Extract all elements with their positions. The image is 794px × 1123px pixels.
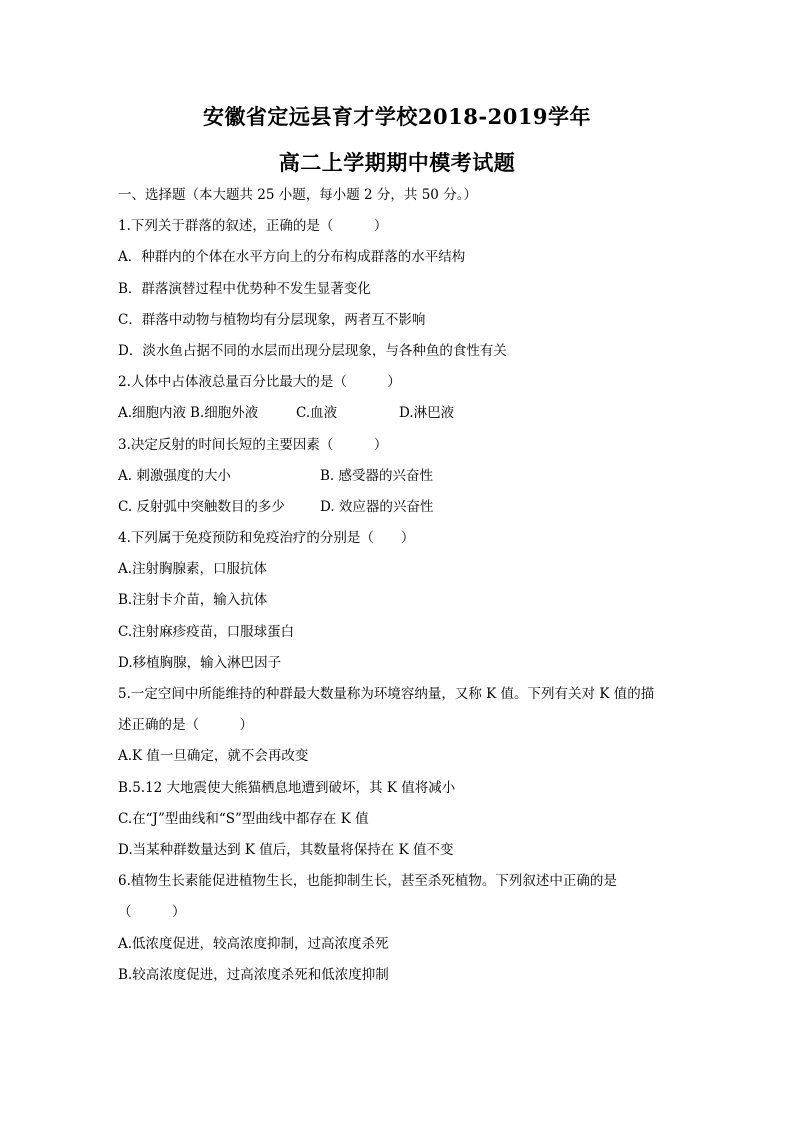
question-stem: 5.一定空间中所能维持的种群最大数量称为环境容纳量，又称 K 值。下列有关对 K 值的描 [118, 686, 655, 702]
option-c: C. 反射弧中突触数目的多少 [118, 498, 285, 515]
question-1 [118, 211, 678, 367]
option-c: C．群落中动物与植物均有分层现象，两者互不影响 [118, 311, 426, 328]
option-c: C.在“J”型曲线和“S”型曲线中都存在 K 值 [118, 810, 369, 827]
document-title: 安徽省定远县育才学校2018-2019学年 [202, 104, 592, 129]
option-a: A．种群内的个体在水平方向上的分布构成群落的水平结构 [118, 249, 466, 266]
option-d: D.当某种群数量达到 K 值后，其数量将保持在 K 值不变 [118, 841, 454, 858]
question-stem: 2.人体中占体液总量百分比最大的是（ ） [118, 374, 401, 391]
question-stem: 1.下列关于群落的叙述，正确的是（ ） [118, 218, 388, 235]
option-d: D. 效应器的兴奋性 [320, 498, 434, 515]
option-d: D．淡水鱼占据不同的水层而出现分层现象，与各种鱼的食性有关 [118, 342, 507, 359]
option-d: D.淋巴液 [399, 405, 455, 422]
option-b: B.较高浓度促进，过高浓度杀死和低浓度抑制 [118, 966, 389, 983]
option-row [118, 461, 678, 492]
option-d: D.移植胸腺，输入淋巴因子 [118, 654, 282, 671]
option-a: A. 刺激强度的大小 [118, 467, 231, 484]
question-stem-continued: 述正确的是（ ） [118, 717, 253, 734]
option-a: A.注射胸腺素，口服抗体 [118, 561, 268, 578]
option-c: C.血液 [296, 405, 338, 422]
option-a: A.细胞内液 [118, 405, 187, 422]
option-b: B. 感受器的兴奋性 [320, 467, 434, 484]
section-heading: 一、选择题（本大题共 25 小题，每小题 2 分，共 50 分。） [118, 187, 477, 203]
option-a: A.K 值一旦确定，就不会再改变 [118, 748, 309, 765]
option-row [118, 492, 678, 523]
question-2 [118, 367, 678, 429]
question-stem: 6.植物生长素能促进植物生长，也能抑制生长，甚至杀死植物。下列叙述中正确的是 [118, 873, 617, 890]
option-a: A.低浓度促进，较高浓度抑制，过高浓度杀死 [118, 935, 389, 952]
option-b: B．群落演替过程中优势种不发生显著变化 [118, 280, 371, 297]
question-stem: 3.决定反射的时间长短的主要因素（ ） [118, 436, 388, 453]
option-b: B.注射卡介苗，输入抗体 [118, 592, 268, 609]
option-row [118, 398, 678, 429]
question-4 [118, 523, 678, 679]
option-c: C.注射麻疹疫苗，口服球蛋白 [118, 623, 295, 640]
question-5 [118, 679, 678, 866]
option-b: B.5.12 大地震使大熊猫栖息地遭到破坏，其 K 值将减小 [118, 779, 456, 796]
question-3 [118, 430, 678, 524]
question-stem: 4.下列属于免疫预防和免疫治疗的分别是（ ） [118, 530, 415, 547]
document-subtitle: 高二上学期期中模考试题 [278, 150, 516, 175]
question-stem-continued: （ ） [118, 904, 186, 921]
exam-content [118, 180, 678, 991]
question-6 [118, 866, 678, 991]
option-b: B.细胞外液 [190, 405, 259, 422]
